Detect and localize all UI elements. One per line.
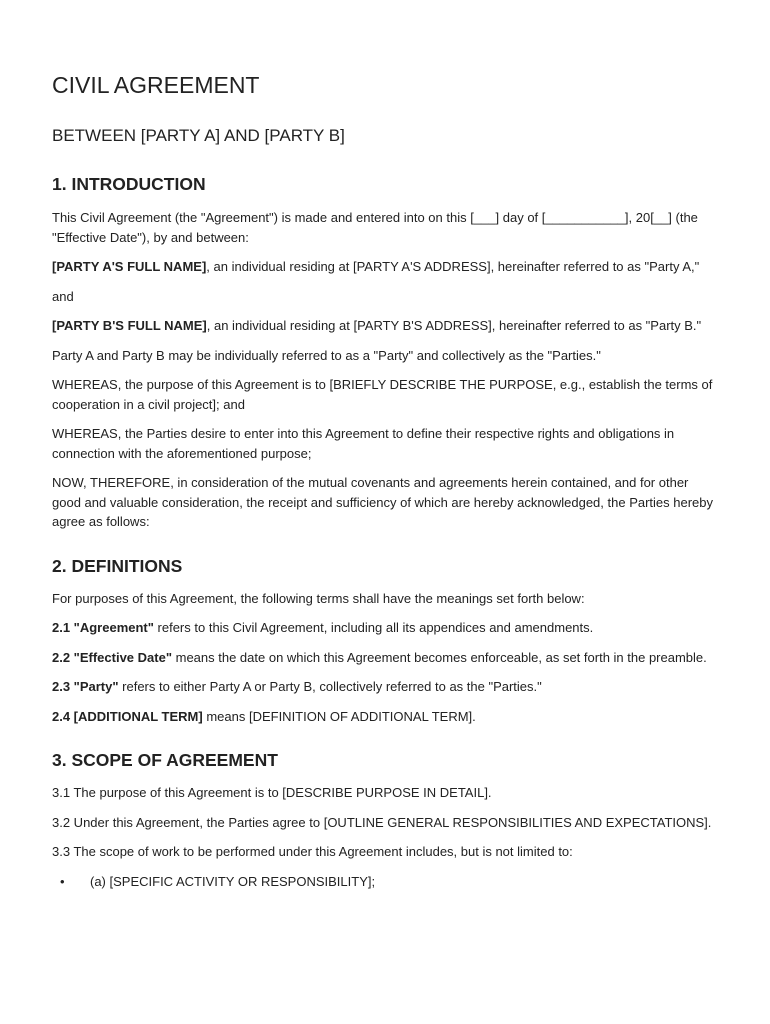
paragraph: 3.3 The scope of work to be performed under this Agreement includes, but is not limited to: (52, 844, 573, 859)
definition-text: refers to this Civil Agreement, including all its appendices and amendments. (153, 620, 594, 635)
section-heading: 2. DEFINITIONS (52, 555, 183, 576)
paragraph: This Civil Agreement (the "Agreement") is made and entered into on this [___] day of [___________], 20[__] (the "Effective Date"), by and between: (52, 210, 698, 245)
definition-term: 2.1 "Agreement" (52, 620, 154, 635)
party-b-name: [PARTY B'S FULL NAME] (52, 318, 207, 333)
section-scope (52, 749, 718, 891)
paragraph (52, 316, 718, 336)
definition (52, 618, 718, 638)
document-title: CIVIL AGREEMENT (52, 72, 260, 98)
section-introduction (52, 173, 718, 532)
paragraph: For purposes of this Agreement, the following terms shall have the meanings set forth below: (52, 590, 585, 606)
paragraph: WHEREAS, the Parties desire to enter into this Agreement to define their respective rights and obligations in connection with the aforementioned purpose; (52, 426, 675, 461)
bullet-icon: • (60, 873, 65, 889)
definition-term: 2.2 "Effective Date" (52, 649, 172, 665)
list-item (52, 872, 718, 892)
section-heading: 3. SCOPE OF AGREEMENT (52, 750, 278, 770)
document-subtitle: BETWEEN [PARTY A] AND [PARTY B] (52, 126, 345, 145)
paragraph: NOW, THEREFORE, in consideration of the mutual covenants and agreements herein contained, and for other good and valuable consideration, the receipt and sufficiency of which are hereby acknowledged, the Parties hereby agree as follows: (52, 475, 714, 529)
definition-text: refers to either Party A or Party B, collectively referred to as the "Parties." (118, 679, 542, 694)
paragraph: and (52, 288, 74, 304)
definition (52, 707, 718, 727)
section-heading: 1. INTRODUCTION (52, 174, 206, 194)
definition-term: 2.4 [ADDITIONAL TERM] (52, 708, 203, 724)
definition-text: means the date on which this Agreement becomes enforceable, as set forth in the preamble. (172, 649, 707, 665)
paragraph: WHEREAS, the purpose of this Agreement is to [BRIEFLY DESCRIBE THE PURPOSE, e.g., establish the terms of cooperation in a civil project]; and (52, 377, 713, 412)
paragraph-text: , an individual residing at [PARTY A'S ADDRESS], hereinafter referred to as "Party A," (206, 259, 700, 274)
paragraph: Party A and Party B may be individually referred to as a "Party" and collectively as the "Parties." (52, 347, 601, 363)
definition (52, 648, 718, 668)
paragraph-text: , an individual residing at [PARTY B'S ADDRESS], hereinafter referred to as "Party B." (206, 318, 702, 333)
paragraph: 3.1 The purpose of this Agreement is to [DESCRIBE PURPOSE IN DETAIL]. (52, 785, 492, 800)
section-definitions (52, 555, 718, 727)
list-item-text: (a) [SPECIFIC ACTIVITY OR RESPONSIBILITY]; (90, 873, 376, 889)
definition-text: means [DEFINITION OF ADDITIONAL TERM]. (202, 708, 476, 724)
paragraph (52, 257, 718, 277)
scope-list (52, 872, 718, 892)
definition (52, 677, 718, 697)
definition-term: 2.3 "Party" (52, 679, 119, 694)
paragraph: 3.2 Under this Agreement, the Parties agree to [OUTLINE GENERAL RESPONSIBILITIES AND EXPECTATIONS]. (52, 814, 712, 830)
party-a-name: [PARTY A'S FULL NAME] (52, 259, 207, 274)
